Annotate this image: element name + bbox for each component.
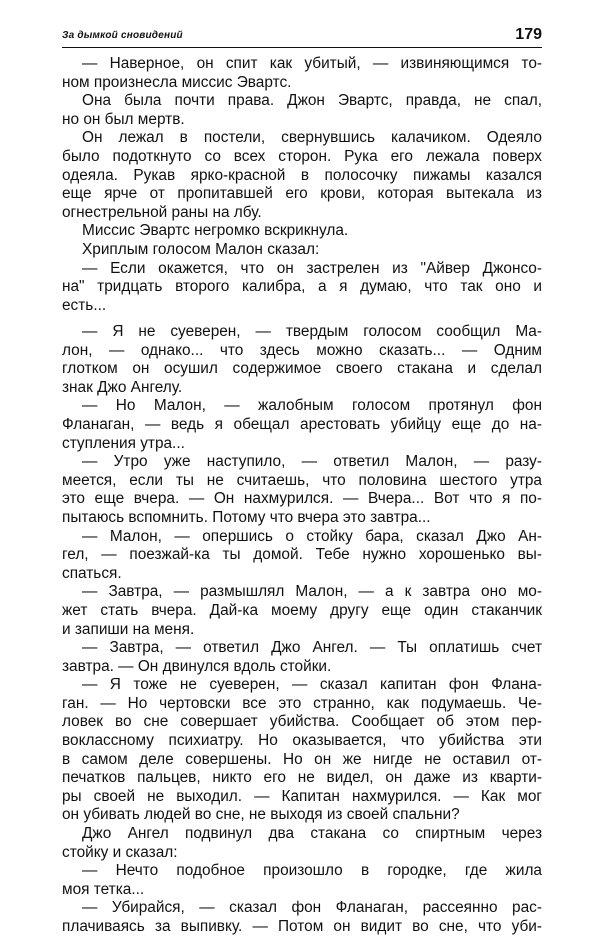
text-line: — Я тоже не суеверен, — сказал капитан фон Флана- [82, 676, 542, 694]
text-line: Джо Ангел подвинул два стакана со спиртным через [82, 825, 542, 843]
text-line: Она была почти права. Джон Эвартс, правда, не спал, [82, 92, 542, 110]
text-line: ган. — Но чертовски все это странно, как подумаешь. Че- [62, 694, 542, 712]
text-line: ловек во сне совершает убийства. Сообщает об этом пер- [62, 713, 542, 731]
text-line: меется, если ты не считаешь, что половина шестого утра [62, 471, 542, 489]
text-line: знак Джо Ангелу. [62, 378, 183, 396]
text-line: еще ярче от пропитавшей его крови, которая вытекала из [62, 185, 542, 203]
text-line: это еще вчера. — Он нахмурился. — Вчера... Вот что я по- [62, 490, 542, 508]
text-line: пытаюсь вспомнить. Потому что вчера это завтра... [62, 508, 431, 526]
text-line: Он лежал в постели, свернувшись калачиком. Одеяло [82, 129, 542, 147]
text-line: завтра. — Он двинулся вдоль стойки. [62, 657, 332, 675]
text-block-upper [62, 55, 542, 315]
running-title: За дымкой сновидений [62, 30, 183, 41]
page-number: 179 [515, 26, 542, 43]
text-line: — Наверное, он спит как убитый, — извиняющимся то- [82, 55, 542, 72]
text-line: одеяла. Рукав ярко-красной в полосочку пижамы казался [62, 166, 542, 184]
text-line: плачиваясь за выпивку. — Потом он видит во сне, что уби- [62, 918, 542, 935]
text-line: стойку и сказал: [62, 843, 178, 861]
text-line: моя тетка... [62, 880, 145, 898]
text-line: — Завтра, — ответил Джо Ангел. — Ты оплатишь счет [82, 639, 542, 657]
text-line: гел, — поезжай-ка ты домой. Тебе нужно хорошенько вы- [62, 546, 542, 564]
header-rule [62, 47, 542, 48]
text-line: — Малон, — опершись о стойку бара, сказал Джо Ан- [82, 527, 542, 545]
text-line: ступления утра... [62, 434, 185, 452]
text-line: Хриплым голосом Малон сказал: [82, 240, 320, 258]
text-line: спаться. [62, 564, 122, 582]
text-line: и запиши на меня. [62, 620, 195, 638]
text-line: — Но Малон, — жалобным голосом протянул фон [82, 397, 542, 415]
text-line: глотком он осушил содержимое своего стакана и сделал [62, 360, 542, 378]
text-line: но он был мертв. [62, 110, 185, 128]
text-line: Фланаган, — ведь я обещал арестовать убийцу еще до на- [62, 415, 542, 433]
text-line: лон, — однако... что здесь можно сказать... — Одним [62, 341, 542, 359]
text-line: ры своей не выходил. — Капитан нахмурился. — Как мог [62, 787, 542, 805]
text-line: на" тридцать второго калибра, а я думаю, что так оно и [62, 278, 542, 296]
text-line: жет стать вчера. Дай-ка моему другу еще один стаканчик [62, 601, 542, 619]
text-line: ном произнесла миссис Эвартс. [62, 73, 292, 91]
text-line: было подоткнуто со всех сторон. Рука его лежала поверх [62, 147, 542, 165]
text-line: Миссис Эвартс негромко вскрикнула. [82, 222, 349, 240]
text-line: — Утро уже наступило, — ответил Малон, — разу- [82, 453, 542, 471]
text-line: — Я не суеверен, — твердым голосом сообщил Ма- [82, 323, 542, 340]
text-line: есть... [62, 296, 107, 314]
text-line: печатков пальцев, никто его не видел, он даже из кварти- [62, 769, 542, 787]
text-line: — Убирайся, — сказал фон Фланаган, рассеянно рас- [82, 899, 542, 917]
text-line: он убивать людей во сне, не выходя из своей спальни? [62, 806, 460, 824]
text-line: огнестрельной раны на лбу. [62, 203, 262, 221]
text-line: — Нечто подобное произошло в городке, где жила [82, 862, 542, 880]
text-line: — Если окажется, что он застрелен из "Айвер Джонсо- [82, 259, 542, 277]
text-line: воклассному психиатру. Но оказывается, что убийства эти [62, 732, 542, 750]
text-block-lower [62, 323, 542, 937]
page-header [62, 26, 542, 48]
text-line: — Завтра, — размышлял Малон, — а к завтра оно мо- [82, 583, 542, 601]
text-line: в самом деле совершены. Но он же нигде не оставил от- [62, 750, 542, 768]
